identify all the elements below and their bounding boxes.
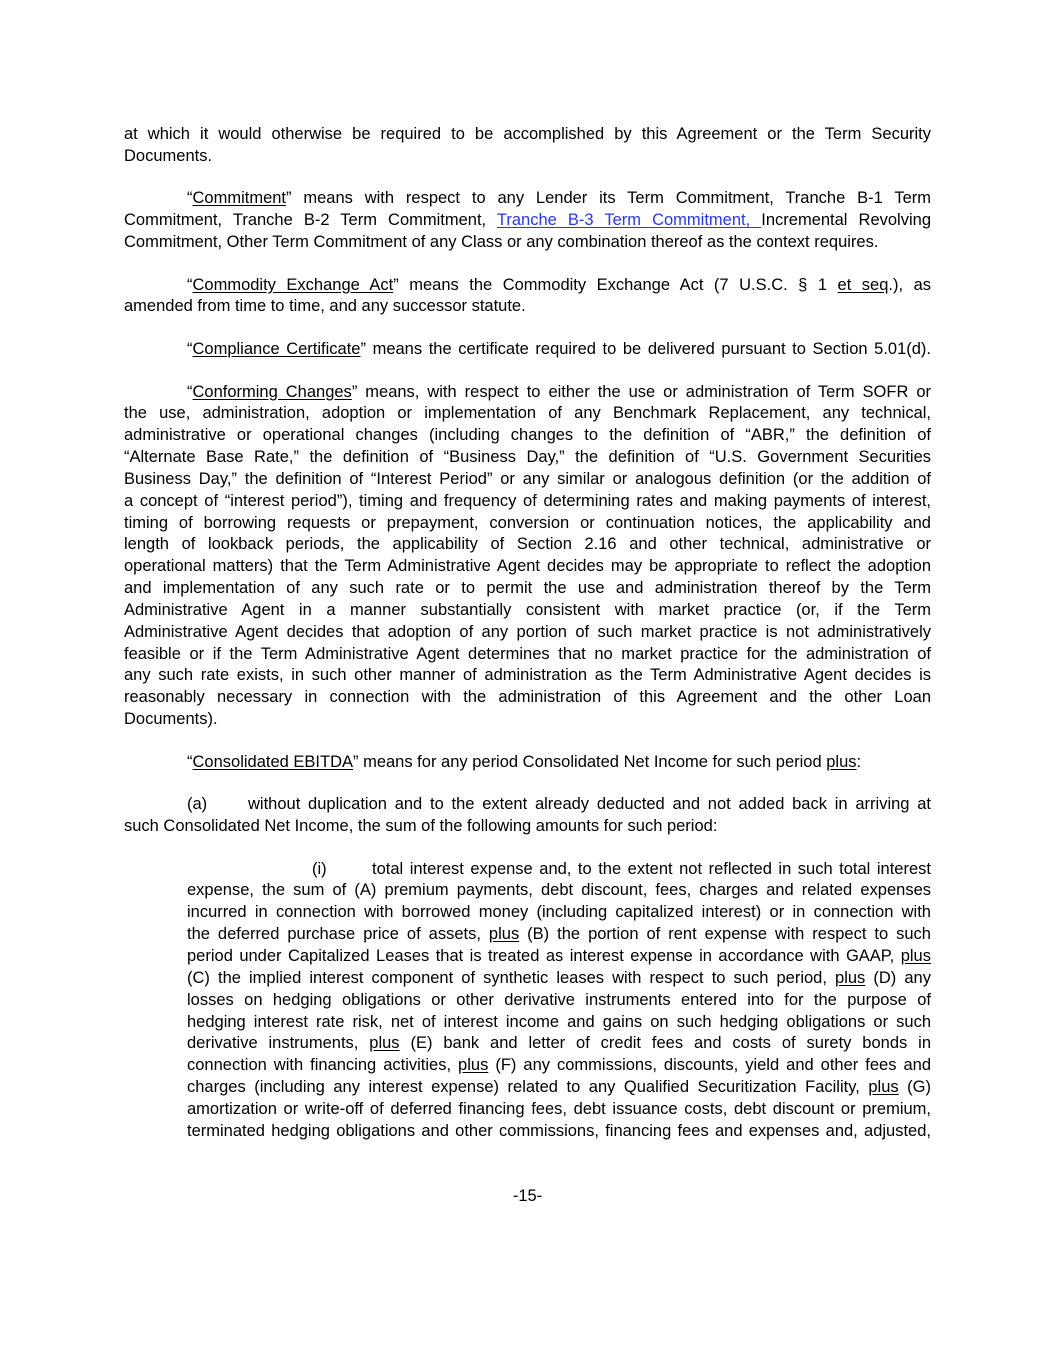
plus-connector: plus (868, 1078, 899, 1097)
clause-text: total interest expense and, to the extent not reflected in such total interest (372, 859, 931, 878)
text-line: terminated hedging obligations and other commissions, financing fees and expenses and, adjusted, (187, 1121, 931, 1140)
text-line: operational matters) that the Term Administrative Agent decides may be appropriate to reflect the adoption (124, 557, 931, 576)
text-line: expense, the sum of (A) premium payments, debt discount, fees, charges and related expenses (187, 881, 931, 900)
line-text: connection with financing activities, (187, 1056, 459, 1075)
definition-text: ” means with respect to any Lender its Term Commitment, Tranche B-1 Term (286, 189, 931, 208)
definition-conforming-changes (124, 382, 931, 732)
text-line: such Consolidated Net Income, the sum of the following amounts for such period: (124, 817, 718, 836)
line-text: derivative instruments, (187, 1034, 370, 1053)
latin-term-et-seq: et seq (837, 275, 889, 294)
line-text: (G) (898, 1078, 931, 1097)
open-quote: “ (187, 752, 193, 771)
text-line (187, 968, 931, 990)
inserted-text: Tranche B-3 Term Commitment, (496, 211, 762, 230)
text-line: reasonably necessary in connection with the administration of this Agreement and the other Loan (124, 688, 931, 707)
definition-text: : (856, 752, 862, 771)
text-line: the use, administration, adoption or implementation of any Benchmark Replacement, any technical, (124, 404, 931, 423)
line-text: (F) any commissions, discounts, yield and other fees and (488, 1056, 931, 1075)
line-text: Commitment, Tranche B-2 Term Commitment, (124, 211, 497, 230)
text-line (187, 1033, 931, 1055)
defined-term: Commodity Exchange Act (192, 275, 394, 294)
text-line (187, 946, 931, 968)
defined-term: Commitment (192, 189, 287, 208)
text-line (124, 752, 931, 774)
line-text: (B) the portion of rent expense with respect to such (519, 925, 931, 944)
plus-connector: plus (458, 1056, 489, 1075)
line-text: charges (including any interest expense) related to any Qualified Securitization Facility, (187, 1078, 869, 1097)
text-line (124, 188, 931, 210)
text-line: Commitment, Other Term Commitment of any Class or any combination thereof as the context requires. (124, 233, 879, 252)
text-line: amended from time to time, and any successor statute. (124, 297, 526, 316)
line-text: (E) bank and letter of credit fees and costs of surety bonds in (399, 1034, 931, 1053)
definition-compliance-certificate (124, 339, 931, 361)
text-line (187, 1055, 931, 1077)
page-number: -15- (512, 1187, 543, 1205)
text-line: Documents. (124, 146, 213, 165)
text-line (187, 859, 931, 881)
plus-connector: plus (369, 1034, 400, 1053)
text-line (124, 275, 931, 297)
text-line (124, 382, 931, 404)
text-line: any such rate exists, in such other manner of administration as the Term Administrative Agent decides is (124, 666, 931, 685)
definition-text: ” means the Commodity Exchange Act (7 U.S.C. § 1 (393, 275, 838, 294)
paragraph-continuation (124, 124, 931, 168)
definition-text: .), as (888, 275, 932, 294)
page-body (124, 124, 931, 1163)
plus-connector: plus (826, 752, 857, 771)
text-line: length of lookback periods, the applicability of Section 2.16 and other technical, administrative or (124, 535, 931, 554)
definition-text: ” means the certificate required to be delivered pursuant to Section 5.01(d). (360, 339, 932, 358)
line-text: the deferred purchase price of assets, (187, 925, 489, 944)
defined-term: Conforming Changes (192, 382, 352, 401)
definition-consolidated-ebitda (124, 752, 931, 774)
open-quote: “ (187, 275, 193, 294)
text-line: feasible or if the Term Administrative Agent determines that no market practice for the administration of (124, 644, 931, 663)
line-text: Incremental Revolving (761, 211, 931, 230)
plus-connector: plus (900, 946, 931, 965)
text-line: Documents). (124, 710, 218, 729)
line-text: period under Capitalized Leases that is treated as interest expense in accordance with GAAP, (187, 946, 901, 965)
definition-text: ” means, with respect to either the use or administration of Term SOFR or (351, 382, 932, 401)
clause-a (124, 794, 931, 838)
defined-term: Consolidated EBITDA (192, 752, 353, 771)
text-line: Administrative Agent decides that adoption of any portion of such market practice is not administratively (124, 622, 931, 641)
open-quote: “ (187, 339, 193, 358)
defined-term: Compliance Certificate (192, 339, 361, 358)
clause-a-i (187, 859, 931, 1143)
text-line: “Alternate Base Rate,” the definition of “Business Day,” the definition of “U.S. Government Securities (124, 448, 931, 467)
text-line: at which it would otherwise be required to be accomplished by this Agreement or the Term Security (124, 125, 931, 143)
text-line: incurred in connection with borrowed money (including capitalized interest) or in connection with (187, 903, 931, 922)
line-text: (D) any (865, 968, 931, 987)
text-line: hedging interest rate risk, net of interest income and gains on such hedging obligations or such (187, 1012, 931, 1031)
clause-label: (i) (312, 859, 327, 878)
definition-commodity-exchange-act (124, 275, 931, 319)
plus-connector: plus (488, 925, 520, 944)
definition-text: ” means for any period Consolidated Net Income for such period (353, 752, 827, 771)
text-line (124, 339, 931, 361)
text-line (124, 794, 931, 816)
text-line: administrative or operational changes (including changes to the definition of “ABR,” the definition of (124, 426, 931, 445)
text-line (187, 1077, 931, 1099)
plus-connector: plus (835, 968, 866, 987)
text-line (187, 924, 931, 946)
text-line: a concept of “interest period”), timing and frequency of determining rates and making payments of interest, (124, 491, 931, 510)
text-line: timing of borrowing requests or prepayment, conversion or continuation notices, the applicability and (124, 513, 931, 532)
text-line: Administrative Agent in a manner substantially consistent with market practice (or, if the Term (124, 600, 931, 619)
clause-text: without duplication and to the extent already deducted and not added back in arriving at (248, 795, 931, 814)
open-quote: “ (187, 189, 193, 208)
definition-commitment (124, 188, 931, 254)
open-quote: “ (187, 382, 193, 401)
text-line: amortization or write-off of deferred financing fees, debt issuance costs, debt discount or premium, (187, 1099, 931, 1118)
text-line (124, 210, 931, 232)
line-text: (C) the implied interest component of synthetic leases with respect to such period, (187, 968, 836, 987)
text-line: Business Day,” the definition of “Interest Period” or any similar or analogous definition (or the addition of (124, 469, 931, 488)
clause-label: (a) (187, 795, 208, 814)
text-line: and implementation of any such rate or to permit the use and administration thereof by the Term (124, 579, 931, 598)
text-line: losses on hedging obligations or other derivative instruments entered into for the purpose of (187, 990, 931, 1009)
